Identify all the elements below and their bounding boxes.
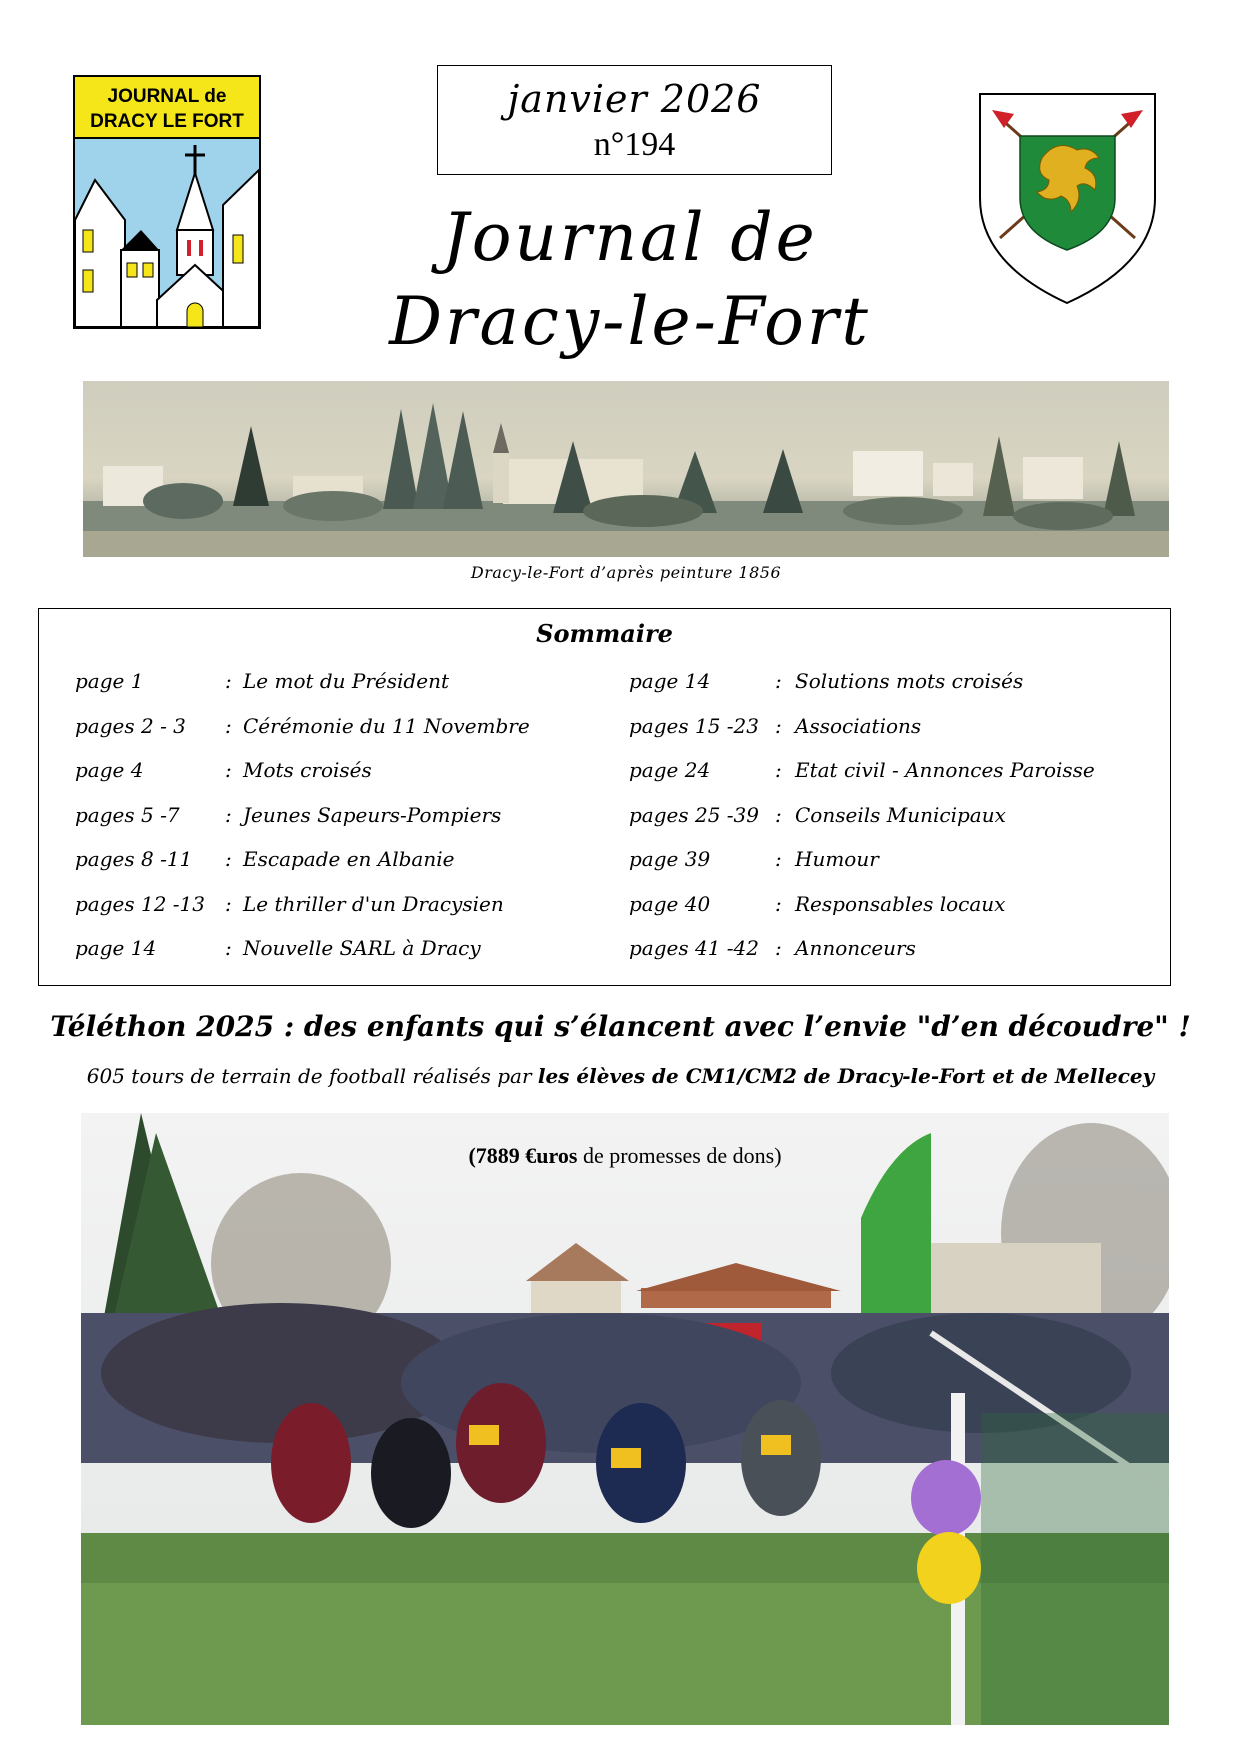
toc-page: pages 25 -39 bbox=[629, 802, 759, 827]
toc-separator: : bbox=[775, 758, 782, 782]
toc-separator: : bbox=[775, 713, 782, 738]
toc-entry[interactable] bbox=[75, 750, 595, 795]
toc-entry[interactable] bbox=[75, 661, 595, 706]
toc-separator: : bbox=[225, 669, 232, 693]
toc-title-text: Annonceurs bbox=[795, 936, 916, 960]
toc-entry[interactable] bbox=[75, 795, 595, 840]
issue-date-box bbox=[437, 65, 832, 175]
toc-page: page 1 bbox=[75, 669, 144, 693]
toc-title-text: Jeunes Sapeurs-Pompiers bbox=[243, 802, 502, 827]
toc-separator: : bbox=[775, 847, 782, 871]
toc-separator: : bbox=[225, 802, 232, 827]
issue-month: janvier 2026 bbox=[507, 77, 762, 121]
toc-separator: : bbox=[225, 936, 232, 960]
toc-entry[interactable] bbox=[629, 884, 1149, 929]
toc-separator: : bbox=[775, 891, 782, 916]
coat-of-arms-icon bbox=[970, 88, 1165, 308]
toc-title-text: Responsables locaux bbox=[795, 891, 1006, 916]
journal-title-line2: Dracy-le-Fort bbox=[389, 283, 871, 360]
article-subheadline bbox=[0, 1064, 1241, 1088]
toc-page: pages 2 - 3 bbox=[75, 713, 186, 738]
toc-title-text: Etat civil - Annonces Paroisse bbox=[795, 758, 1095, 782]
toc-entry[interactable] bbox=[629, 750, 1149, 795]
toc-separator: : bbox=[775, 936, 782, 960]
toc-entry[interactable] bbox=[629, 661, 1149, 706]
toc-separator: : bbox=[225, 758, 232, 782]
toc-page: pages 15 -23 bbox=[629, 713, 759, 738]
toc-entry[interactable] bbox=[75, 839, 595, 884]
painting-caption: Dracy-le-Fort d’après peinture 1856 bbox=[470, 563, 782, 582]
journal-title-line1: Journal de bbox=[442, 199, 818, 276]
toc-title-text: Humour bbox=[795, 847, 879, 871]
subheadline-bold: les élèves de CM1/CM2 de Dracy-le-Fort et de Mellecey bbox=[537, 1064, 1155, 1088]
toc-separator: : bbox=[225, 847, 232, 871]
toc-entry[interactable] bbox=[75, 884, 595, 929]
toc-entry[interactable] bbox=[629, 706, 1149, 751]
toc-page: page 14 bbox=[75, 936, 157, 960]
journal-title bbox=[360, 196, 900, 364]
donation-amount: (7889 €uros bbox=[468, 1143, 578, 1168]
logo-text-line1: JOURNAL de bbox=[107, 86, 227, 107]
toc-page: page 4 bbox=[75, 758, 144, 782]
toc-entry[interactable] bbox=[629, 928, 1149, 973]
toc-title-text: Nouvelle SARL à Dracy bbox=[243, 936, 481, 960]
subheadline-plain: 605 tours de terrain de football réalisés par bbox=[86, 1064, 538, 1088]
toc-title-text: Le mot du Président bbox=[243, 669, 449, 693]
telethon-race-photo bbox=[81, 1113, 1169, 1725]
logo-text-line2: DRACY LE FORT bbox=[90, 111, 244, 132]
toc-title-text: Solutions mots croisés bbox=[795, 669, 1024, 693]
toc-left-column bbox=[75, 661, 595, 973]
toc-page: pages 41 -42 bbox=[629, 936, 759, 960]
village-painting-image bbox=[83, 381, 1169, 557]
toc-title: Sommaire bbox=[536, 619, 673, 648]
toc-separator: : bbox=[775, 669, 782, 693]
toc-title-text: Associations bbox=[795, 713, 922, 738]
toc-entry[interactable] bbox=[75, 706, 595, 751]
toc-title-text: Escapade en Albanie bbox=[243, 847, 455, 871]
toc-page: page 24 bbox=[629, 758, 711, 782]
toc-title-text: Le thriller d'un Dracysien bbox=[243, 891, 504, 916]
toc-separator: : bbox=[225, 891, 232, 916]
toc-title-text: Mots croisés bbox=[243, 758, 372, 782]
issue-number: n°194 bbox=[593, 126, 676, 163]
toc-entry[interactable] bbox=[629, 795, 1149, 840]
donation-note bbox=[81, 1143, 1169, 1169]
toc-page: page 14 bbox=[629, 669, 711, 693]
toc-entry[interactable] bbox=[75, 928, 595, 973]
toc-page: pages 12 -13 bbox=[75, 891, 205, 916]
toc-separator: : bbox=[225, 713, 232, 738]
toc-page: pages 5 -7 bbox=[75, 802, 180, 827]
toc-page: page 39 bbox=[629, 847, 711, 871]
toc-page: page 40 bbox=[629, 891, 711, 916]
donation-label: de promesses de dons) bbox=[577, 1143, 782, 1168]
toc-right-column bbox=[629, 661, 1149, 973]
article-headline: Téléthon 2025 : des enfants qui s’élancent avec l’envie "d’en découdre" ! bbox=[50, 1010, 1191, 1043]
toc-title-text: Conseils Municipaux bbox=[795, 802, 1006, 827]
journal-logo bbox=[73, 75, 261, 329]
toc-entry[interactable] bbox=[629, 839, 1149, 884]
table-of-contents bbox=[38, 608, 1171, 986]
toc-page: pages 8 -11 bbox=[75, 847, 193, 871]
toc-title-text: Cérémonie du 11 Novembre bbox=[243, 713, 530, 738]
toc-separator: : bbox=[775, 802, 782, 827]
